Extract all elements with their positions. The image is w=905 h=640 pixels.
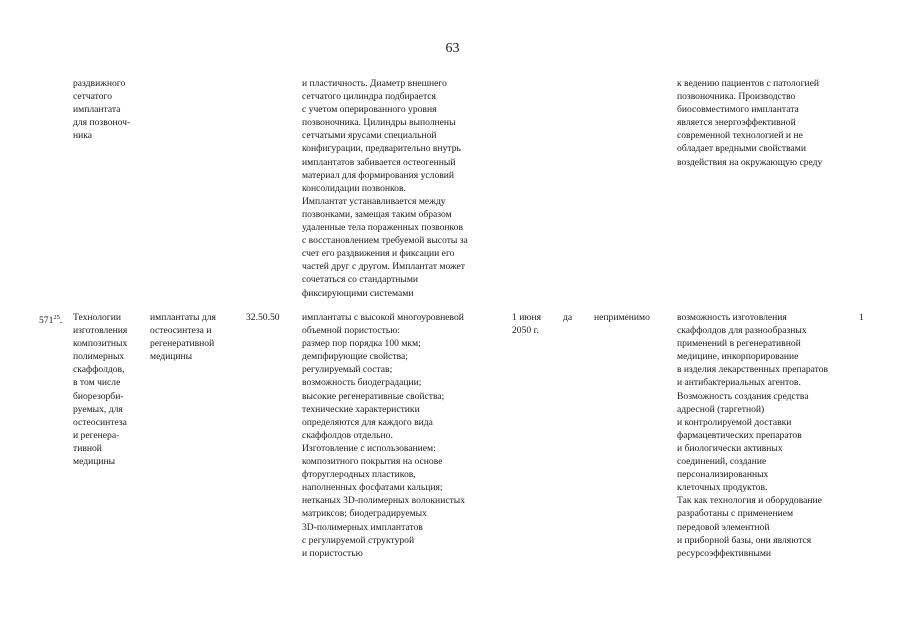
text-line: Возможность создания средства	[677, 390, 809, 402]
row-technology-name	[73, 311, 127, 468]
text-line: является энергоэффективной	[677, 117, 796, 129]
text-line: конфигурации, предварительно внутрь	[302, 143, 461, 155]
text-line: применений в регенеративной	[677, 338, 801, 350]
text-line: с восстановлением требуемой высоты за	[302, 235, 468, 247]
text-line: полимерных	[73, 351, 125, 363]
text-line: клеточных продуктов.	[677, 482, 768, 494]
text-line: возможность изготовления	[677, 312, 787, 323]
text-line: разработаны с применением	[677, 508, 794, 520]
text-line: сетчатого	[73, 91, 113, 103]
text-line: матриксов; биодеградируемых	[302, 508, 427, 520]
text-line: ресурсоэффективными	[677, 547, 772, 559]
text-line: медицине, инкорпорирование	[677, 351, 799, 363]
continuation-technology-name	[73, 77, 130, 142]
text-line: остеосинтеза	[73, 416, 127, 428]
text-line: Технологии	[73, 312, 122, 323]
row-date	[512, 311, 541, 337]
text-line: регулируемый состав;	[302, 364, 393, 376]
row-applicability: неприменимо	[594, 312, 650, 323]
text-line: счет его раздвижения и фиксации его	[302, 248, 455, 260]
text-line: биосовместимого имплантата	[677, 104, 799, 116]
text-line: для позвоноч-	[73, 117, 131, 129]
text-line: Так как технология и оборудование	[677, 495, 822, 507]
text-line: 2050 г.	[512, 325, 539, 337]
text-line: размер пор порядка 100 мкм;	[302, 338, 421, 350]
row-description	[302, 311, 465, 560]
text-line: фторуглеродных пластиков,	[302, 469, 416, 481]
continuation-description	[302, 77, 468, 300]
text-line: и биологически активных	[677, 442, 783, 454]
text-line: регенеративной	[150, 338, 215, 350]
text-line: консолидации позвонков.	[302, 182, 406, 194]
text-line: в том числе	[73, 377, 121, 389]
text-line: изготовления	[73, 325, 128, 337]
text-line: с регулируемой структурой	[302, 534, 415, 546]
text-line: скаффолдов для разнообразных	[677, 325, 807, 337]
text-line: передовой элементной	[677, 521, 770, 533]
text-line: позвоночника. Производство	[677, 91, 796, 103]
row-okpd-code: 32.50.50	[246, 312, 280, 323]
text-line: определяются для каждого вида	[302, 416, 433, 428]
row-advantages	[677, 311, 828, 560]
text-line: 3D-полимерных имплантатов	[302, 521, 423, 533]
text-line: и пористостью	[302, 547, 363, 559]
text-line: и контролируемой доставки	[677, 416, 792, 428]
text-line: персонализированных	[677, 469, 769, 481]
text-line: остеосинтеза и	[150, 325, 212, 337]
text-line: обладает вредными свойствами	[677, 143, 806, 155]
text-line: частей друг с другом. Имплантат может	[302, 261, 465, 273]
text-line: фармацевтических препаратов	[677, 429, 802, 441]
text-line: демпфирующие свойства;	[302, 351, 408, 363]
text-line: адресной (таргетной)	[677, 403, 765, 415]
text-line: руемых, для	[73, 403, 123, 415]
text-line: возможность биодеградации;	[302, 377, 422, 389]
text-line: сетчатыми ярусами специальной	[302, 130, 437, 142]
text-line: 1 июня	[512, 312, 542, 323]
text-line: и пластичность. Диаметр внешнего	[302, 78, 447, 89]
text-line: наполненных фосфатами кальция;	[302, 482, 443, 494]
row-last-value: 1	[859, 312, 864, 323]
row-number-value: 571	[39, 315, 54, 326]
text-line: удаленные тела пораженных позвонков	[302, 222, 463, 234]
row-number-superscript: 25	[53, 314, 60, 321]
row-product	[150, 311, 216, 363]
text-line: Имплантат устанавливается между	[302, 195, 446, 207]
text-line: в изделия лекарственных препаратов	[677, 364, 829, 376]
text-line: имплантатов забивается остеогенный	[302, 156, 456, 168]
text-line: и регенера-	[73, 429, 120, 441]
text-line: фиксирующими системами	[302, 287, 414, 299]
text-line: раздвижного	[73, 78, 126, 89]
text-line: композитного покрытия на основе	[302, 456, 443, 468]
text-line: скаффолдов,	[73, 364, 125, 376]
text-line: технические характеристики	[302, 403, 420, 415]
continuation-advantages	[677, 77, 822, 169]
page-number: 63	[445, 41, 460, 56]
text-line: с учетом оперированного уровня	[302, 104, 437, 116]
text-line: сочетаться со стандартными	[302, 274, 419, 286]
text-line: соединений, создание	[677, 456, 767, 468]
row-number: $571^{25}$.	[39, 314, 63, 326]
text-line: имплантата	[73, 104, 121, 116]
text-line: тивной	[73, 442, 102, 454]
text-line: и приборной базы, они являются	[677, 534, 812, 546]
text-line: нетканых 3D-полимерных волокнистых	[302, 495, 466, 507]
text-line: и антибактериальных агентов.	[677, 377, 801, 389]
row-flag: да	[563, 312, 573, 323]
text-line: к ведению пациентов с патологией	[677, 78, 820, 89]
text-line: имплантаты с высокой многоуровневой	[302, 312, 464, 323]
text-line: материал для формирования условий	[302, 169, 455, 181]
text-line: имплантаты для	[150, 312, 216, 323]
text-line: ника	[73, 130, 93, 142]
text-line: воздействия на окружающую среду	[677, 156, 823, 168]
text-line: скаффолдов отдельно.	[302, 429, 393, 441]
text-line: биорезорби-	[73, 390, 124, 402]
text-line: позвоночника. Цилиндры выполнены	[302, 117, 456, 129]
text-line: медицины	[73, 456, 116, 468]
text-line: медицины	[150, 351, 193, 363]
text-line: сетчатого цилиндра подбирается	[302, 91, 436, 103]
text-line: объемной пористостью:	[302, 325, 401, 337]
text-line: высокие регенеративные свойства;	[302, 390, 445, 402]
text-line: композитных	[73, 338, 128, 350]
text-line: современной технологией и не	[677, 130, 803, 142]
text-line: Изготовление с использованием:	[302, 442, 436, 454]
text-line: позвонками, замещая таким образом	[302, 208, 452, 220]
